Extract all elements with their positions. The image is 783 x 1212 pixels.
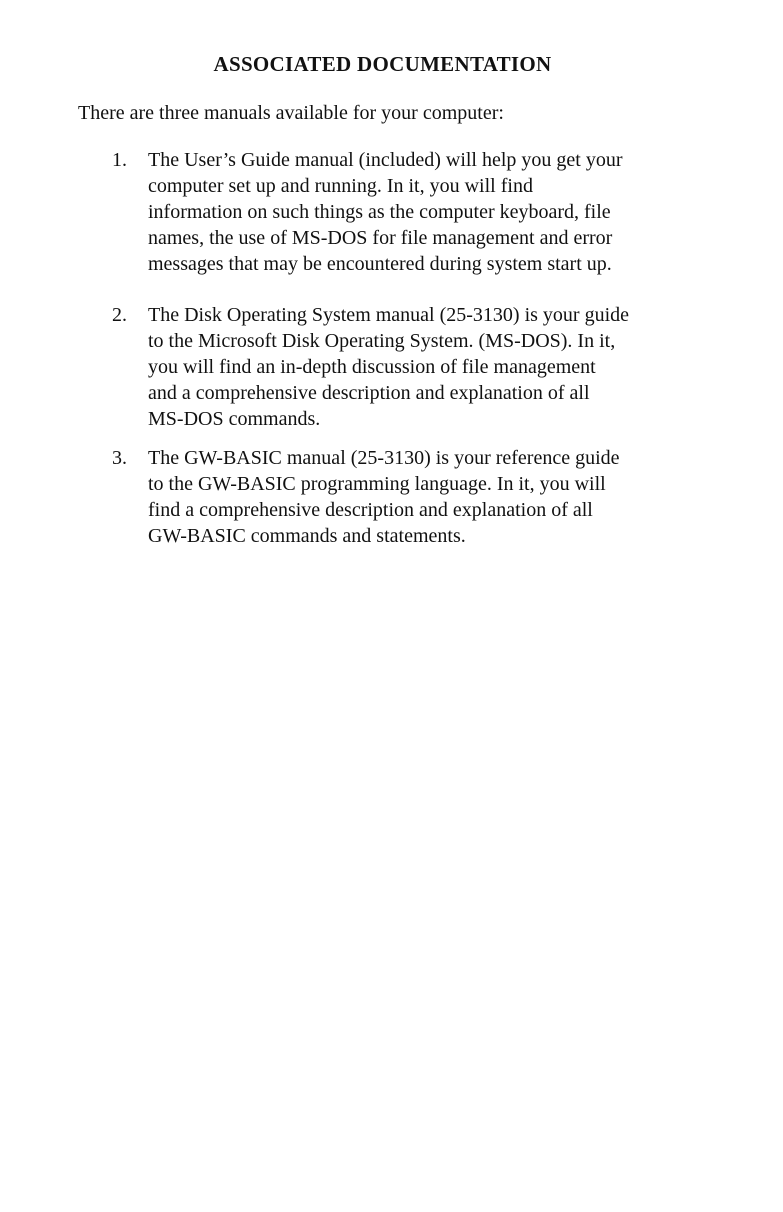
text-line: information on such things as the computer keyboard, file — [148, 201, 611, 223]
text-line: computer set up and running. In it, you will find — [148, 175, 533, 197]
text-line: find a comprehensive description and explanation of all — [148, 499, 593, 521]
text-line: MS-DOS commands. — [148, 408, 321, 430]
intro-paragraph: There are three manuals available for your computer: — [78, 102, 504, 124]
list-item-text — [148, 445, 620, 549]
text-line: messages that may be encountered during system start up. — [148, 253, 612, 275]
text-line: and a comprehensive description and explanation of all — [148, 382, 590, 404]
text-line: to the GW-BASIC programming language. In it, you will — [148, 473, 606, 495]
text-line: The Disk Operating System manual (25-3130) is your guide — [148, 304, 630, 326]
list-item-number: 2. — [112, 304, 127, 326]
text-line: names, the use of MS-DOS for file management and error — [148, 227, 613, 249]
list-item-number: 3. — [112, 447, 127, 469]
page-title: ASSOCIATED DOCUMENTATION — [213, 52, 552, 76]
list-item-text — [148, 147, 623, 277]
list-item-number: 1. — [112, 149, 127, 171]
text-line: The GW-BASIC manual (25-3130) is your reference guide — [148, 447, 620, 469]
list-item-text — [148, 302, 629, 432]
text-line: The User’s Guide manual (included) will help you get your — [148, 149, 623, 171]
text-line: to the Microsoft Disk Operating System. (MS-DOS). In it, — [148, 330, 616, 352]
text-line: you will find an in-depth discussion of file management — [148, 356, 596, 378]
text-line: GW-BASIC commands and statements. — [148, 525, 466, 547]
